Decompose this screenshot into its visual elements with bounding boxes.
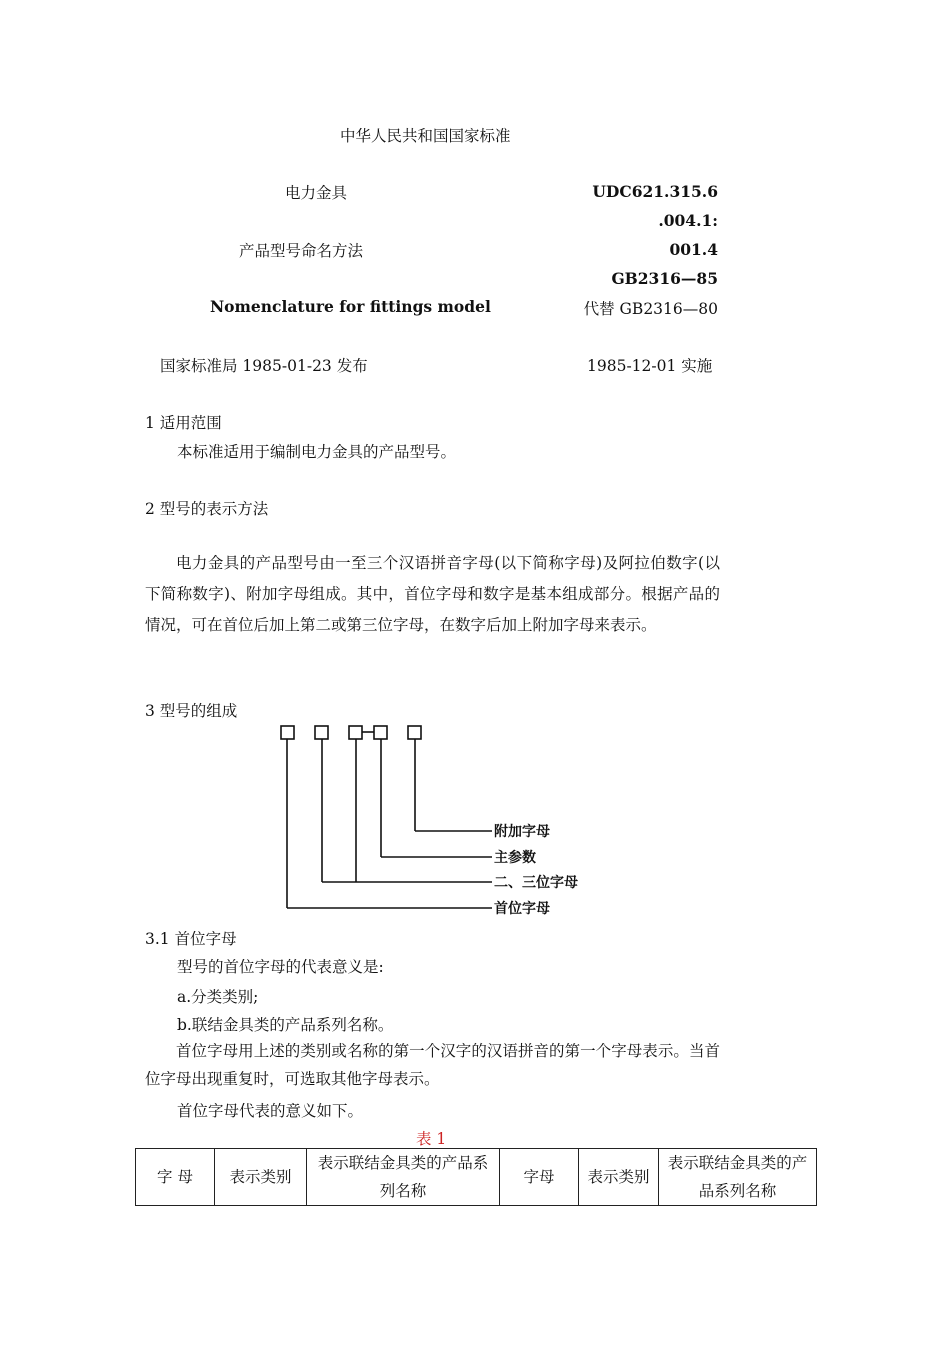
table-1: [135, 1148, 817, 1206]
label-first-letter: 首位字母: [494, 901, 550, 917]
table-header-row: [136, 1149, 817, 1206]
header-category-2: 表示类别: [579, 1149, 659, 1206]
label-suffix-letter: 附加字母: [494, 824, 550, 840]
section-3-1-p3: 首位字母代表的意义如下。: [177, 1102, 364, 1120]
table-1-caption: 表 1: [416, 1130, 447, 1148]
model-composition-diagram: [270, 718, 600, 923]
section-3-1-p1: 型号的首位字母的代表意义是:: [177, 958, 384, 976]
header-series-name-2: 表示联结金具类的产品系列名称: [659, 1149, 817, 1206]
title-en: Nomenclature for fittings model: [210, 297, 491, 316]
label-main-param: 主参数: [494, 850, 536, 866]
label-second-third-letter: 二、三位字母: [494, 875, 578, 891]
section-3-1-p2: 首位字母用上述的类别或名称的第一个汉字的汉语拼音的第一个字母表示。当首位字母出现重复时，可选取其他字母表示。: [145, 1042, 720, 1088]
box-suffix-letter: [408, 726, 421, 739]
header-letter-2: 字母: [500, 1149, 579, 1206]
udc-line-3: 001.4: [669, 240, 718, 259]
udc-line-1: UDC621.315.6: [592, 182, 718, 201]
header-series-name: 表示联结金具类的产品系列名称: [307, 1149, 500, 1206]
box-first-letter: [281, 726, 294, 739]
gb-code: GB2316—85: [611, 269, 718, 288]
subtitle-cn: 产品型号命名方法: [239, 242, 364, 260]
replaces-code: 代替 GB2316—80: [583, 300, 718, 318]
section-2-title: 2 型号的表示方法: [145, 500, 269, 518]
box-main-param: [374, 726, 387, 739]
box-second-letter: [315, 726, 328, 739]
issue-date: 国家标准局 1985-01-23 发布: [160, 357, 368, 375]
section-1-title: 1 适用范围: [145, 414, 222, 432]
udc-line-2: .004.1:: [658, 211, 718, 230]
section-3-1-item-a: a.分类类别;: [177, 988, 259, 1006]
box-third-letter: [349, 726, 362, 739]
header-letter: 字 母: [136, 1149, 215, 1206]
section-2-body: 电力金具的产品型号由一至三个汉语拼音字母(以下简称字母)及阿拉伯数字(以下简称数字)、附加字母组成。其中，首位字母和数字是基本组成部分。根据产品的情况，可在首位后加上第二或第三位字母，在数字后加上附加字母来表示。: [145, 554, 720, 634]
effective-date: 1985-12-01 实施: [587, 357, 713, 375]
header-category: 表示类别: [215, 1149, 307, 1206]
section-3-1-title: 3.1 首位字母: [145, 930, 237, 948]
section-3-title: 3 型号的组成: [145, 702, 238, 720]
section-1-body: 本标准适用于编制电力金具的产品型号。: [177, 443, 457, 461]
national-standard-heading: 中华人民共和国国家标准: [340, 127, 511, 145]
title-cn: 电力金具: [285, 184, 348, 202]
section-3-1-item-b: b.联结金具类的产品系列名称。: [177, 1016, 394, 1034]
